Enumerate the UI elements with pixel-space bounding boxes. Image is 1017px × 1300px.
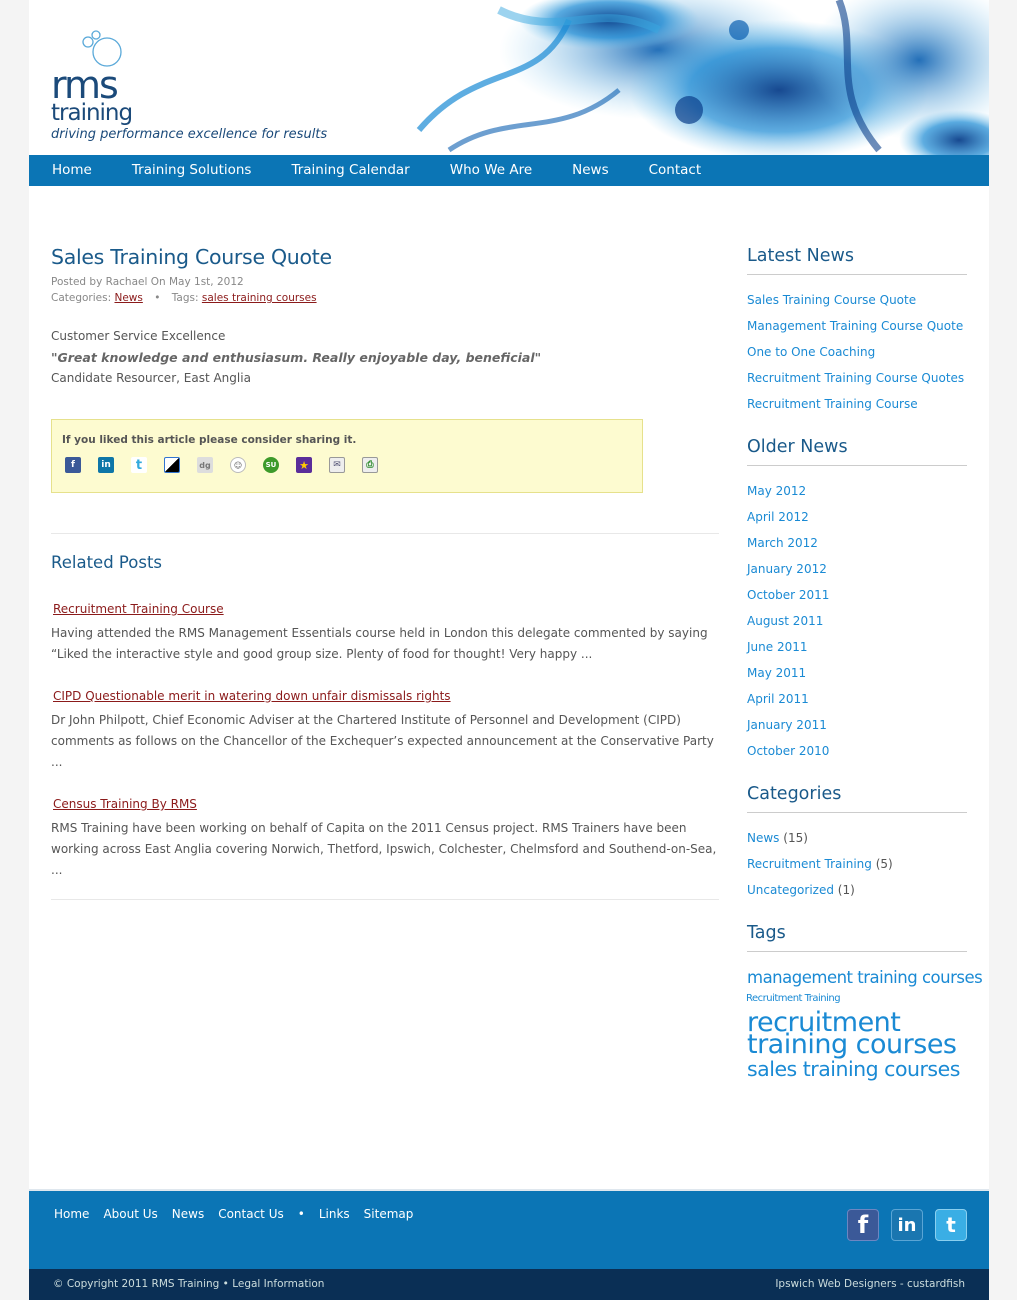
related-posts-heading: Related Posts bbox=[51, 553, 163, 572]
stumbleupon-icon[interactable]: SU bbox=[263, 457, 279, 473]
category-link[interactable]: Recruitment Training bbox=[747, 857, 872, 871]
categories-widget bbox=[747, 778, 967, 903]
post-taxonomy bbox=[51, 290, 719, 306]
latest-news-link[interactable]: Management Training Course Quote bbox=[747, 319, 964, 333]
related-post-link[interactable]: Recruitment Training Course bbox=[53, 602, 224, 616]
related-post-excerpt: Having attended the RMS Management Essentials course held in London this delegate commented by saying “Liked the interactive style and good group size. Plenty of food for thought! Very happy ... bbox=[51, 626, 708, 661]
footer-link-about[interactable]: About Us bbox=[103, 1207, 158, 1221]
archive-link[interactable]: January 2012 bbox=[747, 562, 827, 576]
body-line: Candidate Resourcer, East Anglia bbox=[51, 371, 251, 385]
footer-bottom-bar bbox=[29, 1269, 989, 1300]
twitter-icon[interactable]: t bbox=[935, 1209, 967, 1241]
print-icon[interactable]: ⎙ bbox=[362, 457, 378, 473]
email-icon[interactable]: ✉ bbox=[329, 457, 345, 473]
posted-by: Posted by Rachael On May 1st, 2012 bbox=[51, 276, 244, 288]
archive-link[interactable]: October 2011 bbox=[747, 588, 830, 602]
footer bbox=[29, 1189, 989, 1269]
latest-news-widget bbox=[747, 240, 967, 417]
twitter-icon[interactable]: t bbox=[131, 457, 147, 473]
related-post-link[interactable]: Census Training By RMS bbox=[53, 797, 197, 811]
category-count: (15) bbox=[783, 831, 808, 845]
footer-link-contact[interactable]: Contact Us bbox=[218, 1207, 284, 1221]
page-wrapper bbox=[29, 0, 989, 1300]
category-link[interactable]: News bbox=[114, 292, 143, 304]
latest-news-link[interactable]: Recruitment Training Course Quotes bbox=[747, 371, 965, 385]
archive-link[interactable]: April 2011 bbox=[747, 692, 809, 706]
tags-heading: Tags bbox=[747, 917, 967, 952]
archive-link[interactable]: October 2010 bbox=[747, 744, 830, 758]
archive-link[interactable]: June 2011 bbox=[747, 640, 808, 654]
copyright[interactable]: © Copyright 2011 RMS Training • Legal Information bbox=[53, 1278, 325, 1290]
divider bbox=[51, 899, 719, 900]
tag-cloud bbox=[746, 966, 983, 1082]
logo-training-text: training bbox=[51, 100, 133, 126]
social-links bbox=[835, 1209, 967, 1241]
latest-news-link[interactable]: Recruitment Training Course bbox=[747, 397, 918, 411]
archive-link[interactable]: March 2012 bbox=[747, 536, 818, 550]
latest-news-link[interactable]: One to One Coaching bbox=[747, 345, 876, 359]
related-posts bbox=[51, 552, 719, 881]
share-icons bbox=[62, 457, 632, 473]
post-title[interactable]: Sales Training Course Quote bbox=[51, 245, 332, 269]
nav-item-home[interactable]: Home bbox=[52, 162, 92, 178]
reddit-icon[interactable]: ☺ bbox=[230, 457, 246, 473]
facebook-icon[interactable]: f bbox=[847, 1209, 879, 1241]
older-news-heading: Older News bbox=[747, 431, 967, 466]
footer-link-sitemap[interactable]: Sitemap bbox=[363, 1207, 414, 1221]
divider bbox=[51, 533, 719, 534]
category-link[interactable]: Uncategorized bbox=[747, 883, 834, 897]
archive-link[interactable]: May 2012 bbox=[747, 484, 807, 498]
linkedin-icon[interactable]: in bbox=[891, 1209, 923, 1241]
archive-link[interactable]: May 2011 bbox=[747, 666, 807, 680]
share-box bbox=[51, 419, 643, 493]
testimonial-quote: "Great knowledge and enthusiasum. Really enjoyable day, beneficial" bbox=[51, 350, 542, 365]
tag-link[interactable]: recruitment training courses bbox=[747, 1007, 957, 1060]
share-label: If you liked this article please consider sharing it. bbox=[62, 434, 357, 446]
nav-item-training-solutions[interactable]: Training Solutions bbox=[131, 162, 252, 178]
main-content bbox=[51, 240, 719, 900]
tags-widget bbox=[746, 917, 983, 1082]
older-news-widget bbox=[747, 431, 967, 764]
post-meta bbox=[51, 274, 719, 290]
categories-heading: Categories bbox=[747, 778, 967, 813]
nav-item-who-we-are[interactable]: Who We Are bbox=[449, 162, 533, 178]
digg-icon[interactable]: dg bbox=[197, 457, 213, 473]
delicious-icon[interactable] bbox=[164, 457, 180, 473]
meta-separator: • bbox=[154, 292, 161, 304]
designer-credit[interactable]: Ipswich Web Designers - custardfish bbox=[775, 1278, 965, 1290]
tags-label: Tags: bbox=[171, 292, 199, 304]
footer-link-links[interactable]: Links bbox=[318, 1207, 350, 1221]
post-body bbox=[51, 326, 719, 389]
tag-link[interactable]: management training courses bbox=[747, 968, 983, 987]
tag-link[interactable]: Recruitment Training bbox=[746, 993, 841, 1004]
header bbox=[29, 0, 989, 155]
body-line: Customer Service Excellence bbox=[51, 329, 226, 343]
categories-label: Categories: bbox=[51, 292, 112, 304]
footer-links bbox=[54, 1207, 427, 1221]
tag-link[interactable]: sales training courses bbox=[747, 1057, 960, 1081]
archive-link[interactable]: August 2011 bbox=[747, 614, 824, 628]
sidebar bbox=[746, 240, 983, 1082]
favorites-icon[interactable]: ★ bbox=[296, 457, 312, 473]
category-count: (5) bbox=[875, 857, 893, 871]
nav-item-training-calendar[interactable]: Training Calendar bbox=[291, 162, 410, 178]
tagline: driving performance excellence for results bbox=[51, 127, 328, 142]
footer-link-news[interactable]: News bbox=[171, 1207, 205, 1221]
footer-separator: • bbox=[297, 1207, 305, 1221]
latest-news-link[interactable]: Sales Training Course Quote bbox=[747, 293, 917, 307]
related-post bbox=[51, 685, 719, 773]
related-post-excerpt: Dr John Philpott, Chief Economic Adviser at the Chartered Institute of Personnel and Development (CIPD) comments as follows on the Chancellor of the Exchequer’s expected announcement at the Conservative Party ... bbox=[51, 713, 714, 769]
category-count: (1) bbox=[837, 883, 855, 897]
footer-link-home[interactable]: Home bbox=[54, 1207, 90, 1221]
archive-link[interactable]: January 2011 bbox=[747, 718, 827, 732]
ink-splash-banner bbox=[359, 0, 989, 155]
linkedin-icon[interactable]: in bbox=[98, 457, 114, 473]
related-post-link[interactable]: CIPD Questionable merit in watering down unfair dismissals rights bbox=[53, 689, 451, 703]
related-post-excerpt: RMS Training have been working on behalf of Capita on the 2011 Census project. RMS Trainers have been working across East Anglia covering Norwich, Thetford, Ipswich, Colchester, Chelmsford and Southend-on-Sea, ... bbox=[51, 821, 717, 877]
nav-item-news[interactable]: News bbox=[572, 162, 609, 178]
main-nav bbox=[29, 155, 989, 186]
tag-link[interactable]: sales training courses bbox=[201, 292, 317, 304]
category-link[interactable]: News bbox=[747, 831, 780, 845]
facebook-icon[interactable]: f bbox=[65, 457, 81, 473]
archive-link[interactable]: April 2012 bbox=[747, 510, 809, 524]
latest-news-heading: Latest News bbox=[747, 240, 967, 275]
logo-rms-text: rms bbox=[51, 63, 117, 107]
related-post bbox=[51, 793, 719, 881]
related-post bbox=[51, 598, 719, 665]
nav-item-contact[interactable]: Contact bbox=[648, 162, 702, 178]
